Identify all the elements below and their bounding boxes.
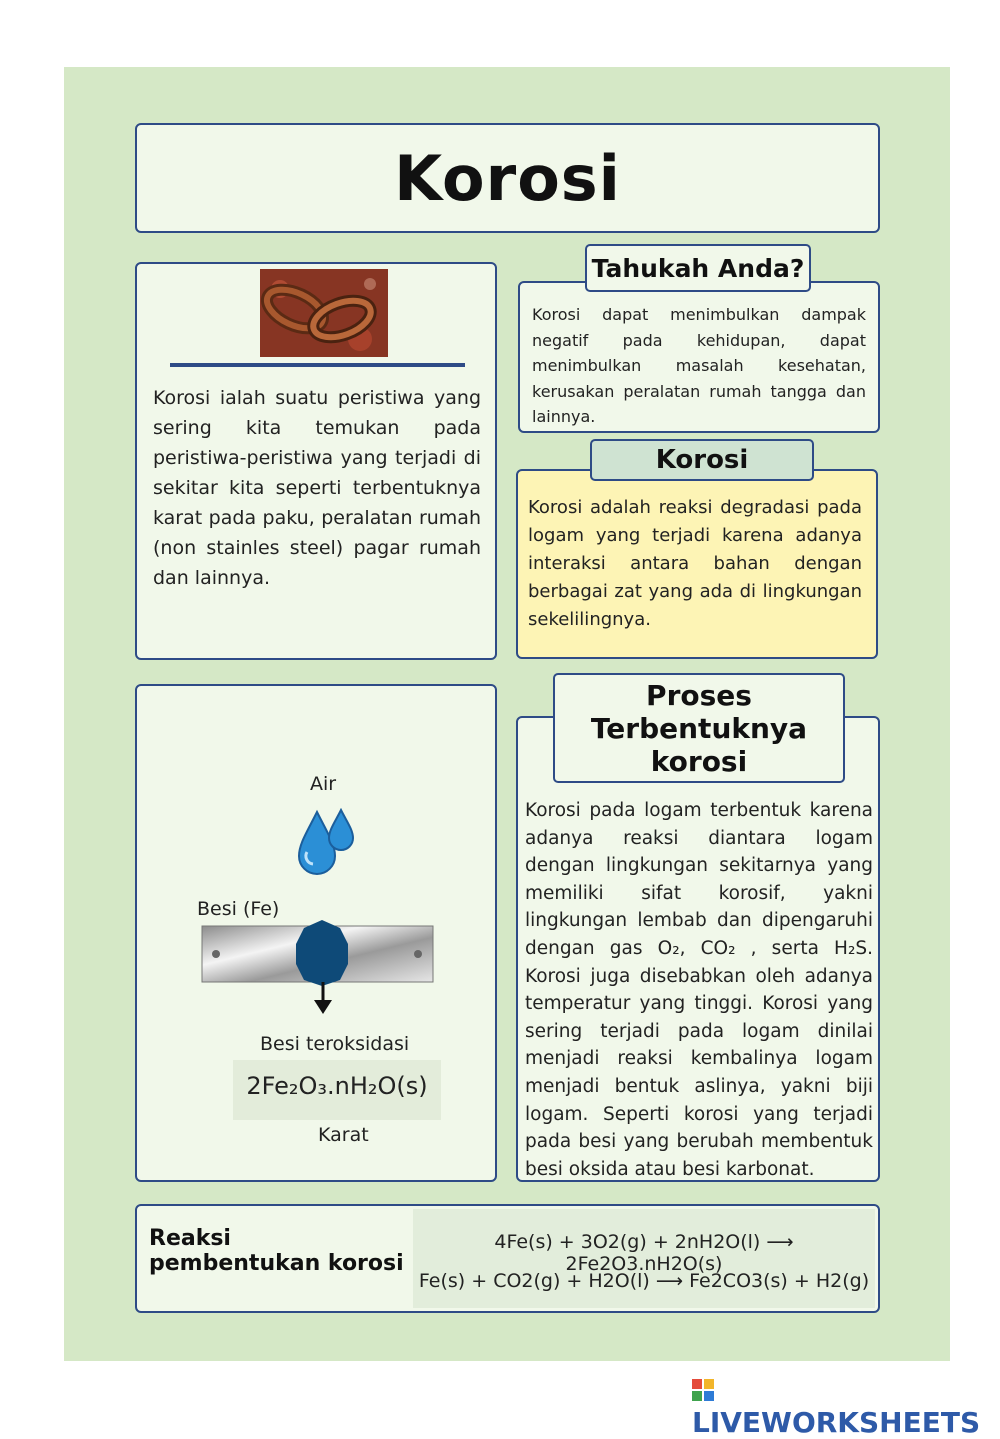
reaction-label: Reaksi pembentukan korosi (149, 1226, 404, 1276)
air-label: Air (310, 773, 337, 795)
tahukah-heading: Tahukah Anda? (585, 244, 811, 292)
page-title: Korosi (394, 141, 621, 215)
intro-text: Korosi ialah suatu peristiwa yang sering kita temukan pada peristiwa-peristiwa yang terjadi di sekitar kita seperti terbentuknya karat pada paku, peralatan rumah (non stainles steel) pagar rumah dan lainnya. (153, 387, 481, 589)
title-box (135, 123, 880, 233)
proses-heading-line2: Terbentuknya (590, 711, 808, 745)
definition-heading: Korosi (590, 439, 814, 481)
rusty-chain-image (260, 269, 388, 357)
logo-icon (692, 1379, 714, 1401)
water-drops-icon (295, 808, 357, 880)
divider-line (170, 363, 465, 367)
besi-label: Besi (Fe) (197, 898, 280, 920)
definition-text: Korosi adalah reaksi degradasi pada logam yang terjadi karena adanya interaksi antara bahan dengan berbagai zat yang ada di lingkungan sekelilingnya. (528, 497, 862, 630)
proses-heading (553, 673, 845, 783)
arrow-down-icon (312, 982, 334, 1016)
watermark-text: LIVEWORKSHEETS (692, 1406, 981, 1439)
equation-2: Fe(s) + CO2(g) + H2O(l) ⟶ Fe2CO3(s) + H2(g) (418, 1270, 870, 1292)
tahukah-text: Korosi dapat menimbulkan dampak negatif pada kehidupan, dapat menimbulkan masalah kesehatan, kerusakan peralatan rumah tangga dan lainnya. (532, 305, 866, 426)
karat-label: Karat (318, 1124, 369, 1146)
proses-heading-line1: Proses (646, 678, 752, 712)
iron-plate-icon (200, 920, 435, 988)
rust-formula: 2Fe₂O₃.nH₂O(s) (246, 1072, 428, 1100)
proses-text: Korosi pada logam terbentuk karena adanya reaksi diantara logam dengan lingkungan sekitarnya yang memiliki sifat korosif, yakni lingkungan lembab dan dipengaruhi dengan gas O₂, CO₂ , serta H₂S. Korosi juga disebabkan oleh adanya temperatur yang tinggi. Korosi yang sering terjadi pada logam dinilai menjadi reaksi kembalinya logam menjadi bentuk aslinya, yakni biji logam. Seperti korosi yang terjadi pada besi yang berubah membentuk besi oksida atau besi karbonat. (525, 800, 873, 1180)
equation-1: 4Fe(s) + 3O2(g) + 2nH2O(l) ⟶ 2Fe2O3.nH2O(s) (494, 1231, 794, 1275)
oxidized-label: Besi teroksidasi (260, 1033, 410, 1055)
proses-heading-line3: korosi (650, 744, 748, 778)
liveworksheets-logo (692, 1373, 1000, 1439)
